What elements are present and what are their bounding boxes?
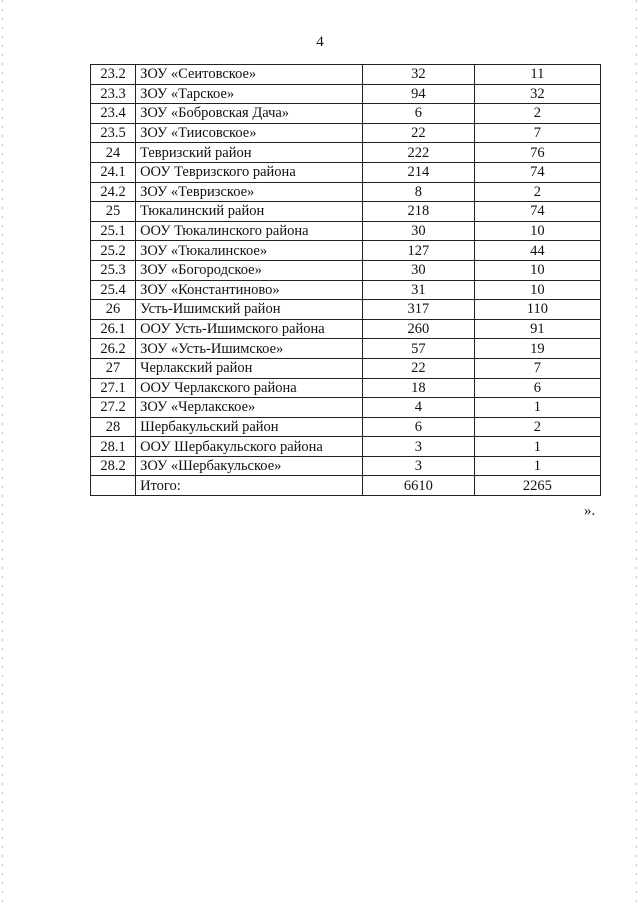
row-value-1-cell: 22: [363, 123, 475, 143]
row-value-1-cell: 317: [363, 300, 475, 320]
row-name-cell: ЗОУ «Константиново»: [136, 280, 363, 300]
row-value-1-cell: 31: [363, 280, 475, 300]
row-number-cell: 26.1: [91, 319, 136, 339]
row-value-1-cell: 3: [363, 456, 475, 476]
row-name-cell: ООУ Черлакского района: [136, 378, 363, 398]
row-value-1-cell: 127: [363, 241, 475, 261]
row-name-cell: ЗОУ «Черлакское»: [136, 398, 363, 418]
row-value-2-cell: 11: [474, 65, 600, 85]
row-value-1-cell: 222: [363, 143, 475, 163]
table-row: [91, 417, 601, 437]
row-number-cell: 25.1: [91, 221, 136, 241]
row-number-cell: 24: [91, 143, 136, 163]
table-row: [91, 162, 601, 182]
row-value-1-cell: 8: [363, 182, 475, 202]
data-table: [90, 64, 601, 496]
row-value-2-cell: 74: [474, 162, 600, 182]
left-edge-marks: [2, 0, 3, 905]
table-row: [91, 339, 601, 359]
table-row: [91, 319, 601, 339]
table-row: [91, 378, 601, 398]
row-name-cell: ЗОУ «Усть-Ишимское»: [136, 339, 363, 359]
row-value-2-cell: 44: [474, 241, 600, 261]
row-value-2-cell: 76: [474, 143, 600, 163]
closing-quote-mark: ».: [584, 503, 596, 519]
row-value-1-cell: 57: [363, 339, 475, 359]
row-name-cell: Итого:: [136, 476, 363, 496]
row-name-cell: ЗОУ «Бобровская Дача»: [136, 104, 363, 124]
table-row: [91, 84, 601, 104]
row-number-cell: 25.2: [91, 241, 136, 261]
row-name-cell: ЗОУ «Тарское»: [136, 84, 363, 104]
row-number-cell: 27.1: [91, 378, 136, 398]
row-value-2-cell: 10: [474, 260, 600, 280]
row-value-2-cell: 32: [474, 84, 600, 104]
row-number-cell: 23.4: [91, 104, 136, 124]
table-row: [91, 182, 601, 202]
row-number-cell: 28.1: [91, 437, 136, 457]
table-row: [91, 202, 601, 222]
row-number-cell: 25: [91, 202, 136, 222]
row-value-2-cell: 6: [474, 378, 600, 398]
row-value-1-cell: 4: [363, 398, 475, 418]
row-name-cell: ЗОУ «Тевризское»: [136, 182, 363, 202]
table-row: [91, 456, 601, 476]
table-row: [91, 104, 601, 124]
row-name-cell: Черлакский район: [136, 358, 363, 378]
row-number-cell: 25.4: [91, 280, 136, 300]
row-name-cell: Тевризский район: [136, 143, 363, 163]
row-number-cell: 27.2: [91, 398, 136, 418]
table-row: [91, 260, 601, 280]
table-row: [91, 358, 601, 378]
row-name-cell: Шербакульский район: [136, 417, 363, 437]
row-value-1-cell: 214: [363, 162, 475, 182]
row-number-cell: 24.2: [91, 182, 136, 202]
page-number: 4: [316, 34, 324, 50]
row-name-cell: ЗОУ «Тюкалинское»: [136, 241, 363, 261]
row-value-1-cell: 32: [363, 65, 475, 85]
row-number-cell: 23.2: [91, 65, 136, 85]
row-value-1-cell: 218: [363, 202, 475, 222]
row-number-cell: 26.2: [91, 339, 136, 359]
row-value-1-cell: 18: [363, 378, 475, 398]
row-value-1-cell: 30: [363, 260, 475, 280]
row-value-2-cell: 7: [474, 358, 600, 378]
table-row: [91, 143, 601, 163]
row-value-2-cell: 2: [474, 417, 600, 437]
row-number-cell: 25.3: [91, 260, 136, 280]
row-number-cell: 26: [91, 300, 136, 320]
row-number-cell: 23.3: [91, 84, 136, 104]
table-row: [91, 123, 601, 143]
row-value-2-cell: 1: [474, 398, 600, 418]
row-value-2-cell: 10: [474, 280, 600, 300]
row-name-cell: ЗОУ «Тиисовское»: [136, 123, 363, 143]
row-value-2-cell: 7: [474, 123, 600, 143]
row-number-cell: [91, 476, 136, 496]
row-value-1-cell: 3: [363, 437, 475, 457]
row-number-cell: 28: [91, 417, 136, 437]
table-row: [91, 398, 601, 418]
row-value-1-cell: 260: [363, 319, 475, 339]
row-value-1-cell: 94: [363, 84, 475, 104]
row-value-2-cell: 1: [474, 437, 600, 457]
row-value-1-cell: 6: [363, 104, 475, 124]
row-number-cell: 23.5: [91, 123, 136, 143]
row-value-2-cell: 2265: [474, 476, 600, 496]
row-value-1-cell: 6: [363, 417, 475, 437]
row-value-1-cell: 6610: [363, 476, 475, 496]
row-value-1-cell: 30: [363, 221, 475, 241]
row-name-cell: ООУ Шербакульского района: [136, 437, 363, 457]
table-row: [91, 300, 601, 320]
row-value-2-cell: 1: [474, 456, 600, 476]
table-row: [91, 221, 601, 241]
row-value-2-cell: 110: [474, 300, 600, 320]
row-value-2-cell: 74: [474, 202, 600, 222]
row-number-cell: 28.2: [91, 456, 136, 476]
row-name-cell: ООУ Тюкалинского района: [136, 221, 363, 241]
row-value-2-cell: 10: [474, 221, 600, 241]
row-number-cell: 27: [91, 358, 136, 378]
table-row: [91, 65, 601, 85]
row-value-2-cell: 2: [474, 182, 600, 202]
row-name-cell: ЗОУ «Сеитовское»: [136, 65, 363, 85]
row-name-cell: Тюкалинский район: [136, 202, 363, 222]
table-body: [91, 65, 601, 496]
row-name-cell: ЗОУ «Богородское»: [136, 260, 363, 280]
row-value-2-cell: 2: [474, 104, 600, 124]
row-number-cell: 24.1: [91, 162, 136, 182]
row-name-cell: Усть-Ишимский район: [136, 300, 363, 320]
row-name-cell: ООУ Усть-Ишимского района: [136, 319, 363, 339]
row-name-cell: ЗОУ «Шербакульское»: [136, 456, 363, 476]
right-edge-marks: [636, 0, 637, 905]
total-row: [91, 476, 601, 496]
row-name-cell: ООУ Тевризского района: [136, 162, 363, 182]
row-value-2-cell: 91: [474, 319, 600, 339]
table-row: [91, 241, 601, 261]
table-row: [91, 437, 601, 457]
row-value-1-cell: 22: [363, 358, 475, 378]
row-value-2-cell: 19: [474, 339, 600, 359]
table-row: [91, 280, 601, 300]
